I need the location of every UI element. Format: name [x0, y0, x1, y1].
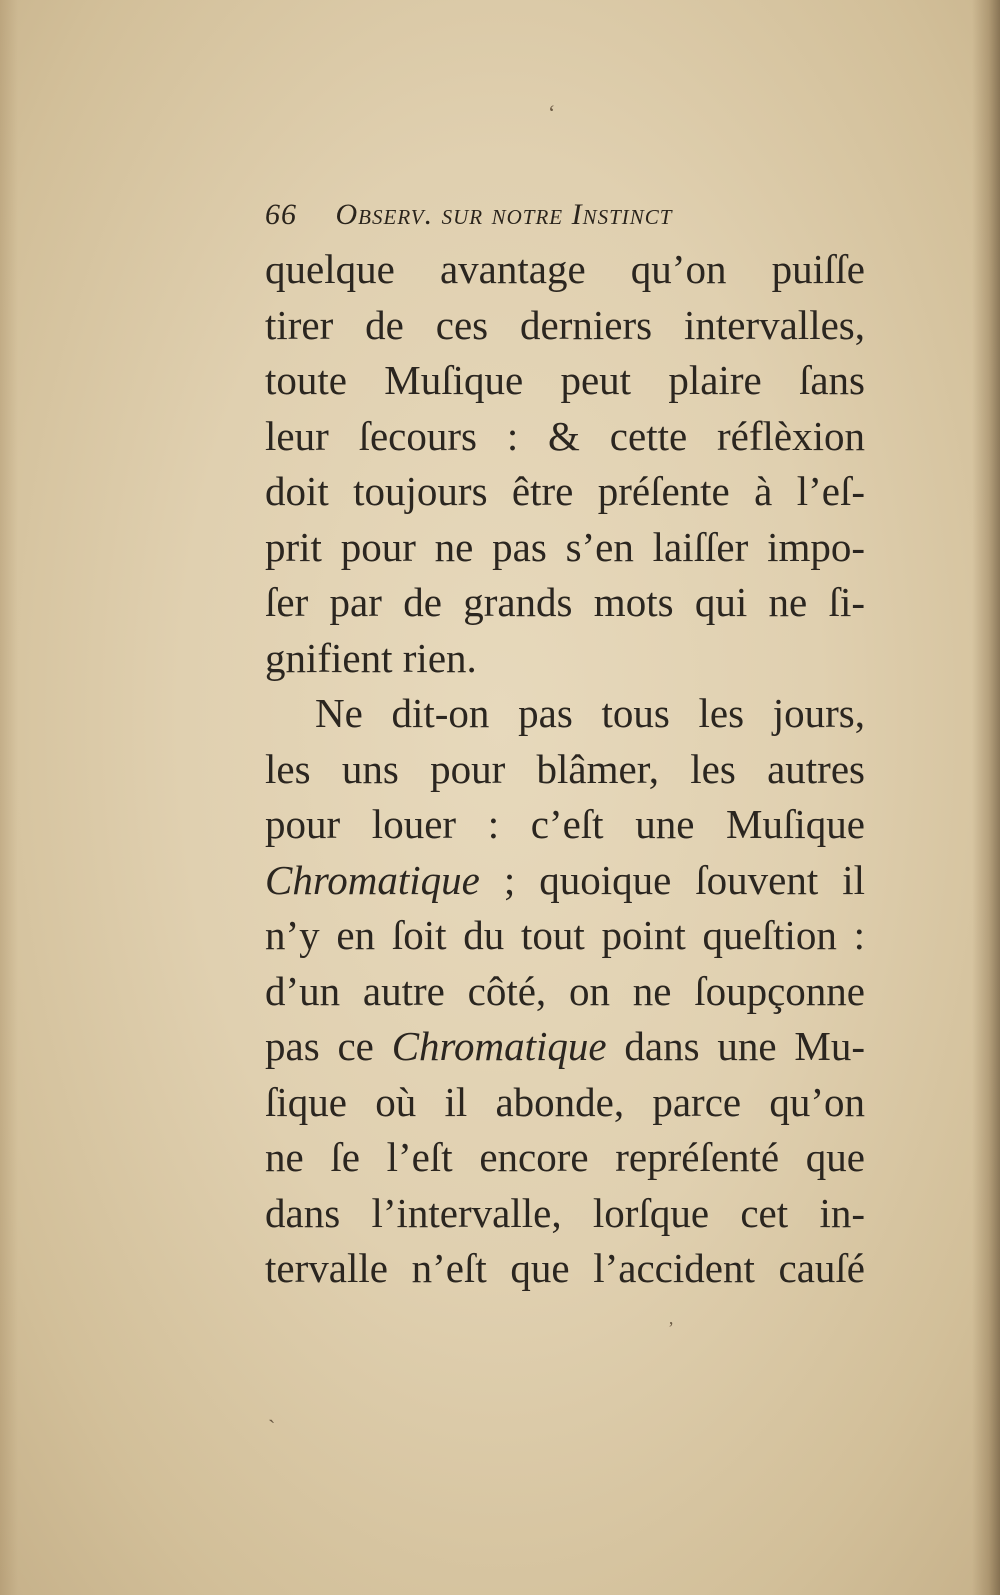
text-line-with-italic — [265, 853, 865, 909]
text-line: ne ſe l’eſt encore repréſenté que — [265, 1134, 865, 1180]
italic-term: Chromatique — [265, 856, 480, 903]
body-text — [265, 242, 865, 1297]
ink-speck: ʻ — [548, 100, 556, 125]
text-line: prit pour ne pas s’en laiſſer impo- — [265, 523, 865, 570]
ink-speck: ʼ — [668, 1318, 674, 1338]
text-segment: pas ce — [265, 1023, 392, 1069]
paragraph-start-line: Ne dit-on pas tous les jours, — [315, 690, 865, 736]
text-line: leur ſecours : & cette réflèxion — [265, 412, 865, 459]
text-line-with-italic — [265, 1019, 865, 1075]
text-line: ſique où il abonde, parce qu’on — [265, 1078, 865, 1125]
text-segment: dans une Mu- — [606, 1023, 865, 1069]
text-line: n’y en ſoit du tout point queſtion : — [265, 912, 865, 958]
text-line: pour louer : c’eſt une Muſique — [265, 801, 865, 847]
text-line: tervalle n’eſt que l’accident cauſé — [265, 1245, 865, 1291]
text-line: tirer de ces derniers intervalles, — [265, 301, 865, 348]
running-title: Observ. sur notre Instinct — [335, 198, 673, 231]
running-header — [265, 198, 672, 232]
text-line: toute Muſique peut plaire ſans — [265, 357, 865, 403]
text-line: dans l’intervalle, lorſque cet in- — [265, 1189, 865, 1236]
italic-term: Chromatique — [391, 1023, 607, 1069]
text-line: quelque avantage qu’on puiſſe — [265, 246, 865, 292]
text-segment: ; quoique ſouvent il — [479, 856, 865, 903]
text-line: d’un autre côté, on ne ſoupçonne — [265, 967, 865, 1014]
text-line: les uns pour blâmer, les autres — [265, 745, 865, 792]
text-line: doit toujours être préſente à l’eſ- — [265, 468, 865, 514]
ink-speck: ˎ — [268, 1398, 276, 1423]
text-line: gnifient rien. — [265, 634, 477, 681]
page-number: 66 — [265, 198, 297, 231]
text-line: ſer par de grands mots qui ne ſi- — [265, 579, 865, 625]
